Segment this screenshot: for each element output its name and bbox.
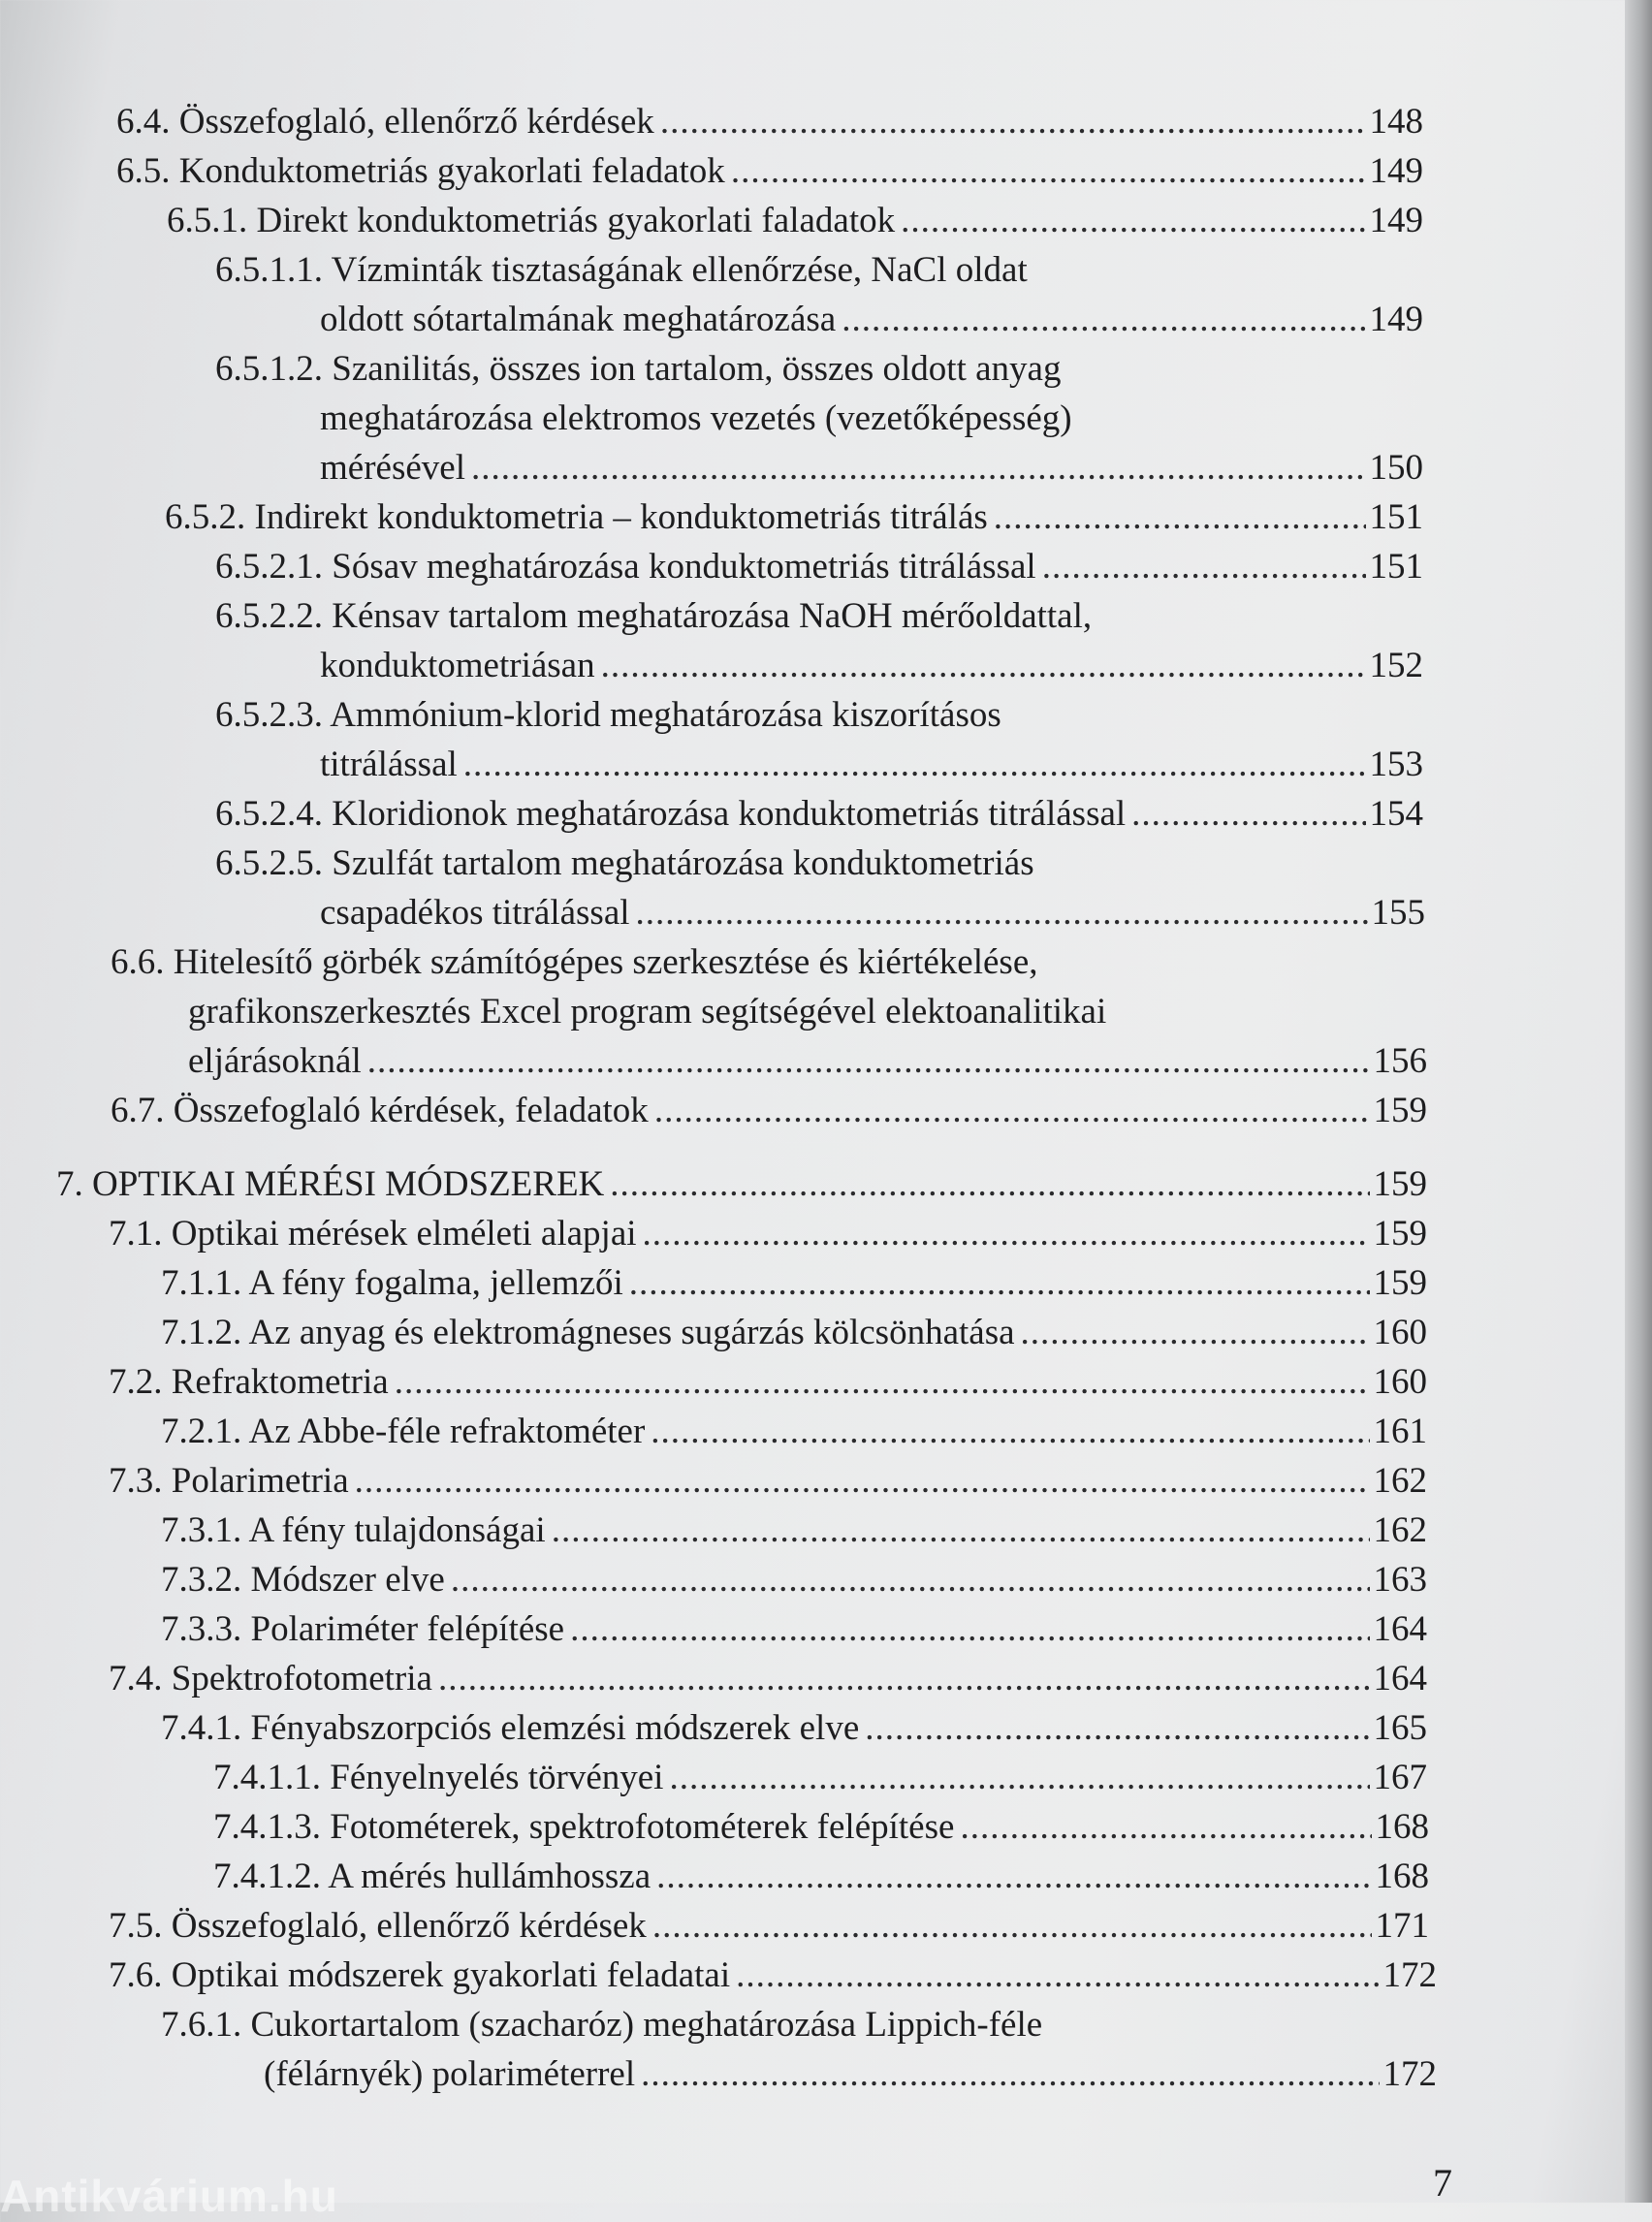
entry-number: 7.4.1.1. [213,1758,321,1797]
entry-title: Polarimetria [171,1461,349,1501]
entry-page: 161 [1373,1412,1427,1451]
entry-number: 7.1.1. [161,1263,242,1303]
entry-title: Az Abbe-féle refraktométer [248,1412,646,1451]
toc-entry-7-3 [109,1456,1427,1506]
toc-entry-6-5-1-2-line1: 6.5.1.2. Szanilitás, összes ion tartalom, összes oldott anyag [215,349,1062,389]
entry-title-cont: titrálással [320,745,458,784]
entry-title: Az anyag és elektromágneses sugárzás kölcsönhatása [248,1313,1015,1352]
toc-entry-6-6-line2: grafikonszerkesztés Excel program segítségével elektoanalitikai [188,992,1107,1032]
dot-leader [652,1901,1372,1951]
toc-entry-6-5-2-5 [320,888,1425,937]
entry-number: 6.5.2.1. [215,547,323,587]
entry-title: Kloridionok meghatározása konduktometriás titrálással [332,794,1127,834]
entry-title: Optikai mérések elméleti alapjai [171,1214,637,1254]
entry-title-cont: csapadékos titrálással [320,893,630,933]
entry-title: Fényabszorpciós elemzési módszerek elve [250,1708,860,1748]
entry-title: Spektrofotometria [171,1659,432,1698]
toc-entry-6-5 [116,146,1423,196]
entry-title: Összefoglaló kérdések, feladatok [173,1091,649,1130]
page-number: 7 [1433,2161,1452,2205]
toc-entry-7-6 [109,1951,1437,2000]
entry-number: 7.3.1. [161,1510,242,1550]
dot-leader [656,1852,1371,1901]
dot-leader [960,1802,1371,1852]
dot-leader [865,1703,1369,1753]
entry-number: 7.1.2. [161,1313,242,1352]
entry-title: Konduktometriás gyakorlati feladatok [178,151,725,191]
entry-page: 162 [1373,1461,1427,1501]
entry-page: 160 [1373,1362,1427,1402]
entry-number: 7.3. [109,1461,163,1501]
entry-page: 149 [1369,151,1423,191]
toc-entry-6-5-2-1 [215,542,1423,591]
entry-page: 154 [1369,794,1423,834]
toc-entry-6-4 [116,97,1423,146]
entry-title: Összefoglaló, ellenőrző kérdések [178,102,654,142]
toc-entry-6-5-1-2-line2: meghatározása elektromos vezetés (vezetőképesség) [320,398,1072,438]
entry-title: Fényelnyelés törvényei [330,1758,664,1797]
entry-title: Indirekt konduktometria – konduktometriás titrálás [254,497,988,537]
entry-title: A fény tulajdonságai [248,1510,546,1550]
dot-leader [1042,542,1366,591]
toc-entry-7-4-1-3 [213,1802,1429,1852]
dot-leader [601,641,1366,690]
dot-leader [731,146,1366,196]
dot-leader [355,1456,1370,1506]
toc-entry-6-5-1-2 [320,443,1423,492]
entry-page: 171 [1375,1906,1429,1946]
dot-leader [636,888,1368,937]
toc-entry-7-5 [109,1901,1429,1951]
entry-page: 172 [1382,1955,1437,1995]
entry-page: 156 [1373,1041,1427,1081]
dot-leader [552,1506,1370,1555]
toc-entry-7-6-1 [264,2049,1437,2099]
entry-page: 168 [1375,1807,1429,1847]
toc-entry-6-5-1 [167,196,1423,245]
toc-entry-7 [56,1159,1427,1209]
entry-page: 162 [1373,1510,1427,1550]
entry-page: 165 [1373,1708,1427,1748]
toc-entry-6-6 [188,1036,1427,1086]
toc-entry-6-5-1-1-line1: 6.5.1.1. Vízminták tisztaságának ellenőrzése, NaCl oldat [215,250,1028,290]
entry-page: 172 [1382,2054,1437,2094]
dot-leader [610,1159,1369,1209]
toc-entry-6-5-2-2 [320,641,1423,690]
entry-page: 164 [1373,1659,1427,1698]
entry-page: 149 [1369,201,1423,240]
entry-title-cont: konduktometriásan [320,646,595,685]
dot-leader [669,1753,1369,1802]
entry-number: 6.5.1. [167,201,248,240]
entry-title-cont: mérésével [320,448,465,488]
dot-leader [629,1258,1370,1308]
toc-entry-7-1 [109,1209,1427,1258]
entry-title: Direkt konduktometriás gyakorlati faladatok [256,201,896,240]
entry-number: 7.4. [109,1659,163,1698]
entry-title: Összefoglaló, ellenőrző kérdések [171,1906,647,1946]
entry-page: 160 [1373,1313,1427,1352]
toc-entry-6-7 [111,1086,1427,1135]
entry-page: 155 [1371,893,1425,933]
dot-leader [570,1604,1369,1654]
entry-page: 150 [1369,448,1423,488]
toc-entry-7-2-1 [161,1407,1427,1456]
entry-number: 7.1. [109,1214,163,1254]
toc-entry-6-5-2-3 [320,740,1423,789]
entry-title: Módszer elve [250,1560,445,1600]
entry-title-cont: oldott sótartalmának meghatározása [320,300,837,339]
entry-page: 152 [1369,646,1423,685]
entry-number: 6.5.2.4. [215,794,323,834]
dot-leader [660,97,1366,146]
entry-title: Optikai módszerek gyakorlati feladatai [171,1955,731,1995]
entry-number: 6.5. [116,151,171,191]
toc-entry-7-1-2 [161,1308,1427,1357]
entry-page: 168 [1375,1857,1429,1896]
entry-number: 7.3.3. [161,1609,242,1649]
dot-leader [651,1407,1369,1456]
entry-page: 151 [1369,497,1423,537]
dot-leader [451,1555,1370,1604]
toc-entry-6-5-2-3-line1: 6.5.2.3. Ammónium-klorid meghatározása kiszorításos [215,695,1001,735]
toc-entry-6-5-2 [165,492,1423,542]
entry-number: 7.2. [109,1362,163,1402]
dot-leader [643,1209,1370,1258]
dot-leader [471,443,1366,492]
toc-entry-7-3-2 [161,1555,1427,1604]
entry-number: 6.5.2. [165,497,246,537]
entry-number: 7. [56,1164,83,1204]
entry-title: Polariméter felépítése [250,1609,565,1649]
entry-number: 7.4.1.2. [213,1857,321,1896]
dot-leader [1131,789,1365,839]
dot-leader [395,1357,1370,1407]
entry-page: 151 [1369,547,1423,587]
entry-title: Fotométerek, spektrofotométerek felépítése [330,1807,955,1847]
entry-page: 167 [1373,1758,1427,1797]
entry-page: 159 [1373,1214,1427,1254]
entry-page: 164 [1373,1609,1427,1649]
entry-page: 163 [1373,1560,1427,1600]
toc-entry-7-1-1 [161,1258,1427,1308]
entry-page: 149 [1369,300,1423,339]
entry-title: Refraktometria [171,1362,389,1402]
toc-entry-7-4-1-1 [213,1753,1427,1802]
dot-leader [1021,1308,1370,1357]
toc-entry-7-4-1 [161,1703,1427,1753]
entry-page: 159 [1373,1164,1427,1204]
entry-number: 7.3.2. [161,1560,242,1600]
dot-leader [641,2049,1379,2099]
entry-number: 7.4.1.3. [213,1807,321,1847]
entry-number: 7.2.1. [161,1412,242,1451]
entry-page: 148 [1369,102,1423,142]
dot-leader [901,196,1365,245]
toc-entry-6-5-2-4 [215,789,1423,839]
toc-entry-7-3-1 [161,1506,1427,1555]
toc-entry-6-5-2-2-line1: 6.5.2.2. Kénsav tartalom meghatározása NaOH mérőoldattal, [215,596,1093,636]
toc-entry-6-5-1-1 [320,295,1423,344]
toc-entry-7-6-1-line1: 7.6.1. Cukortartalom (szacharóz) meghatározása Lippich-féle [161,2005,1043,2045]
toc-entry-7-3-3 [161,1604,1427,1654]
entry-number: 7.4.1. [161,1708,242,1748]
entry-title: OPTIKAI MÉRÉSI MÓDSZEREK [92,1164,605,1204]
entry-number: 7.6. [109,1955,163,1995]
dot-leader [367,1036,1370,1086]
entry-title-cont: (félárnyék) polariméterrel [264,2054,636,2094]
entry-title-cont: eljárásoknál [188,1041,362,1081]
toc-entry-6-6-line1: 6.6. Hitelesítő görbék számítógépes szerkesztése és kiértékelése, [111,942,1038,982]
entry-page: 153 [1369,745,1423,784]
entry-number: 6.4. [116,102,171,142]
dot-leader [994,492,1366,542]
dot-leader [736,1951,1379,2000]
entry-number: 7.5. [109,1906,163,1946]
entry-title: A fény fogalma, jellemzői [248,1263,623,1303]
dot-leader [654,1086,1370,1135]
entry-number: 6.7. [111,1091,165,1130]
entry-title: A mérés hullámhossza [328,1857,651,1896]
dot-leader [463,740,1366,789]
dot-leader [438,1654,1370,1703]
toc-entry-6-5-2-5-line1: 6.5.2.5. Szulfát tartalom meghatározása konduktometriás [215,843,1034,883]
entry-title: Sósav meghatározása konduktometriás titrálással [332,547,1036,587]
toc-entry-7-2 [109,1357,1427,1407]
watermark: Antikvárium.hu [0,2171,338,2221]
dot-leader [842,295,1365,344]
entry-page: 159 [1373,1091,1427,1130]
toc-entry-7-4-1-2 [213,1852,1429,1901]
entry-page: 159 [1373,1263,1427,1303]
toc-entry-7-4 [109,1654,1427,1703]
